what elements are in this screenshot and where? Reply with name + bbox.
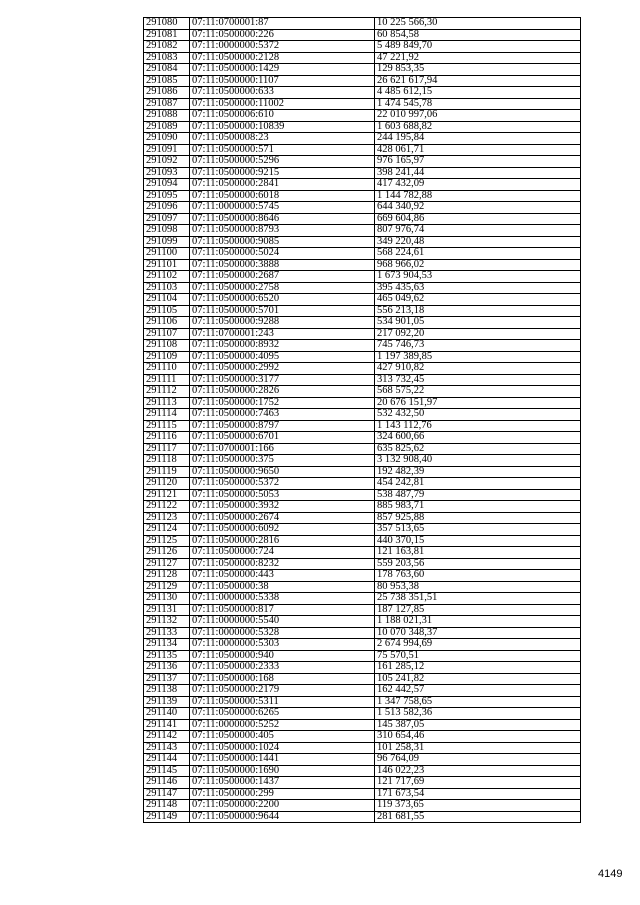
cadastral-number-cell: 07:11:0500000:633 — [190, 87, 375, 99]
cadastral-number-cell: 07:11:0500000:8232 — [190, 558, 375, 570]
row-id-cell: 291081 — [144, 29, 190, 41]
cadastral-value-cell: 20 676 151,97 — [375, 397, 581, 409]
row-id-cell: 291087 — [144, 98, 190, 110]
cadastral-number-cell: 07:11:0500000:9215 — [190, 167, 375, 179]
cadastral-number-cell: 07:11:0500000:2816 — [190, 535, 375, 547]
cadastral-value-cell: 162 442,57 — [375, 685, 581, 697]
table-row — [144, 731, 581, 743]
table-row — [144, 409, 581, 421]
cadastral-value-cell: 428 061,71 — [375, 144, 581, 156]
cadastral-number-cell: 07:11:0500000:8932 — [190, 340, 375, 352]
row-id-cell: 291148 — [144, 800, 190, 812]
cadastral-value-cell: 395 435,63 — [375, 282, 581, 294]
row-id-cell: 291108 — [144, 340, 190, 352]
row-id-cell: 291093 — [144, 167, 190, 179]
cadastral-value-cell: 885 983,71 — [375, 501, 581, 513]
table-row — [144, 581, 581, 593]
row-id-cell: 291109 — [144, 351, 190, 363]
cadastral-value-cell: 146 022,23 — [375, 765, 581, 777]
cadastral-number-cell: 07:11:0000000:5745 — [190, 202, 375, 214]
row-id-cell: 291137 — [144, 673, 190, 685]
cadastral-number-cell: 07:11:0500000:9644 — [190, 811, 375, 823]
row-id-cell: 291092 — [144, 156, 190, 168]
cadastral-value-cell: 1 603 688,82 — [375, 121, 581, 133]
row-id-cell: 291101 — [144, 259, 190, 271]
table-row — [144, 236, 581, 248]
table-row — [144, 271, 581, 283]
cadastral-number-cell: 07:11:0500000:2200 — [190, 800, 375, 812]
cadastral-value-cell: 101 258,31 — [375, 742, 581, 754]
table-row — [144, 248, 581, 260]
row-id-cell: 291104 — [144, 294, 190, 306]
cadastral-value-cell: 745 746,73 — [375, 340, 581, 352]
table-row — [144, 397, 581, 409]
row-id-cell: 291119 — [144, 466, 190, 478]
row-id-cell: 291115 — [144, 420, 190, 432]
cadastral-number-cell: 07:11:0500000:5701 — [190, 305, 375, 317]
cadastral-number-cell: 07:11:0500000:3888 — [190, 259, 375, 271]
row-id-cell: 291129 — [144, 581, 190, 593]
table-row — [144, 719, 581, 731]
table-row — [144, 765, 581, 777]
table-row — [144, 547, 581, 559]
row-id-cell: 291131 — [144, 604, 190, 616]
table-row — [144, 489, 581, 501]
cadastral-value-cell: 568 224,61 — [375, 248, 581, 260]
row-id-cell: 291084 — [144, 64, 190, 76]
row-id-cell: 291096 — [144, 202, 190, 214]
row-id-cell: 291110 — [144, 363, 190, 375]
cadastral-value-cell: 1 513 582,36 — [375, 708, 581, 720]
row-id-cell: 291082 — [144, 41, 190, 53]
row-id-cell: 291147 — [144, 788, 190, 800]
cadastral-value-cell: 217 092,20 — [375, 328, 581, 340]
row-id-cell: 291112 — [144, 386, 190, 398]
cadastral-number-cell: 07:11:0500000:226 — [190, 29, 375, 41]
table-row — [144, 110, 581, 122]
row-id-cell: 291132 — [144, 616, 190, 628]
cadastral-number-cell: 07:11:0500000:2128 — [190, 52, 375, 64]
table-row — [144, 41, 581, 53]
table-row — [144, 524, 581, 536]
row-id-cell: 291080 — [144, 18, 190, 30]
cadastral-value-cell: 121 163,81 — [375, 547, 581, 559]
cadastral-number-cell: 07:11:0500000:3932 — [190, 501, 375, 513]
cadastral-number-cell: 07:11:0500000:571 — [190, 144, 375, 156]
cadastral-value-cell: 1 474 545,78 — [375, 98, 581, 110]
table-row — [144, 673, 581, 685]
cadastral-value-cell: 75 570,51 — [375, 650, 581, 662]
row-id-cell: 291142 — [144, 731, 190, 743]
table-row — [144, 593, 581, 605]
table-row — [144, 662, 581, 674]
cadastral-value-cell: 559 203,56 — [375, 558, 581, 570]
table-row — [144, 121, 581, 133]
row-id-cell: 291094 — [144, 179, 190, 191]
table-row — [144, 742, 581, 754]
cadastral-number-cell: 07:11:0500000:724 — [190, 547, 375, 559]
cadastral-value-cell: 324 600,66 — [375, 432, 581, 444]
table-row — [144, 75, 581, 87]
table-row — [144, 386, 581, 398]
row-id-cell: 291118 — [144, 455, 190, 467]
table-row — [144, 604, 581, 616]
table-row — [144, 294, 581, 306]
table-row — [144, 167, 581, 179]
row-id-cell: 291124 — [144, 524, 190, 536]
cadastral-number-cell: 07:11:0000000:5252 — [190, 719, 375, 731]
cadastral-value-cell: 145 387,05 — [375, 719, 581, 731]
table-row — [144, 455, 581, 467]
cadastral-value-cell: 171 673,54 — [375, 788, 581, 800]
cadastral-value-cell: 60 854,58 — [375, 29, 581, 41]
cadastral-number-cell: 07:11:0000000:5372 — [190, 41, 375, 53]
cadastral-number-cell: 07:11:0700001:87 — [190, 18, 375, 30]
table-row — [144, 650, 581, 662]
row-id-cell: 291102 — [144, 271, 190, 283]
row-id-cell: 291120 — [144, 478, 190, 490]
table-row — [144, 363, 581, 375]
table-row — [144, 696, 581, 708]
cadastral-number-cell: 07:11:0500000:2179 — [190, 685, 375, 697]
row-id-cell: 291136 — [144, 662, 190, 674]
row-id-cell: 291098 — [144, 225, 190, 237]
row-id-cell: 291134 — [144, 639, 190, 651]
table-row — [144, 213, 581, 225]
cadastral-value-cell: 427 910,82 — [375, 363, 581, 375]
row-id-cell: 291139 — [144, 696, 190, 708]
cadastral-value-cell: 313 732,45 — [375, 374, 581, 386]
cadastral-value-cell: 119 373,65 — [375, 800, 581, 812]
table-row — [144, 340, 581, 352]
table-row — [144, 202, 581, 214]
row-id-cell: 291088 — [144, 110, 190, 122]
cadastral-value-cell: 1 197 389,85 — [375, 351, 581, 363]
table-row — [144, 811, 581, 823]
cadastral-number-cell: 07:11:0500000:9288 — [190, 317, 375, 329]
cadastral-value-cell: 538 487,79 — [375, 489, 581, 501]
cadastral-number-cell: 07:11:0500000:38 — [190, 581, 375, 593]
table-row — [144, 501, 581, 513]
table-row — [144, 64, 581, 76]
row-id-cell: 291144 — [144, 754, 190, 766]
cadastral-value-cell: 10 225 566,30 — [375, 18, 581, 30]
cadastral-value-cell: 568 575,22 — [375, 386, 581, 398]
table-row — [144, 478, 581, 490]
row-id-cell: 291083 — [144, 52, 190, 64]
cadastral-value-cell: 129 853,35 — [375, 64, 581, 76]
cadastral-value-cell: 4 485 612,15 — [375, 87, 581, 99]
cadastral-value-cell: 105 241,82 — [375, 673, 581, 685]
row-id-cell: 291121 — [144, 489, 190, 501]
cadastral-number-cell: 07:11:0700001:243 — [190, 328, 375, 340]
cadastral-number-cell: 07:11:0500000:5372 — [190, 478, 375, 490]
cadastral-number-cell: 07:11:0500000:10839 — [190, 121, 375, 133]
cadastral-value-cell: 310 654,46 — [375, 731, 581, 743]
table-row — [144, 788, 581, 800]
table-row — [144, 98, 581, 110]
cadastral-number-cell: 07:11:0500000:1441 — [190, 754, 375, 766]
cadastral-number-cell: 07:11:0500000:2674 — [190, 512, 375, 524]
cadastral-value-cell: 244 195,84 — [375, 133, 581, 145]
cadastral-value-cell: 281 681,55 — [375, 811, 581, 823]
cadastral-number-cell: 07:11:0500000:1429 — [190, 64, 375, 76]
table-row — [144, 627, 581, 639]
row-id-cell: 291130 — [144, 593, 190, 605]
table-row — [144, 432, 581, 444]
cadastral-number-cell: 07:11:0000000:5328 — [190, 627, 375, 639]
cadastral-value-cell: 807 976,74 — [375, 225, 581, 237]
table-row — [144, 317, 581, 329]
table-row — [144, 29, 581, 41]
table-row — [144, 18, 581, 30]
cadastral-value-cell: 1 143 112,76 — [375, 420, 581, 432]
cadastral-number-cell: 07:11:0500000:6520 — [190, 294, 375, 306]
cadastral-value-cell: 857 925,88 — [375, 512, 581, 524]
cadastral-number-cell: 07:11:0500000:2841 — [190, 179, 375, 191]
cadastral-number-cell: 07:11:0500000:2333 — [190, 662, 375, 674]
cadastral-number-cell: 07:11:0500000:405 — [190, 731, 375, 743]
cadastral-number-cell: 07:11:0500000:817 — [190, 604, 375, 616]
row-id-cell: 291135 — [144, 650, 190, 662]
cadastral-value-cell: 3 132 908,40 — [375, 455, 581, 467]
page-number: 4149 — [598, 868, 623, 880]
cadastral-value-cell: 10 070 348,37 — [375, 627, 581, 639]
cadastral-number-cell: 07:11:0500000:443 — [190, 570, 375, 582]
cadastral-value-cell: 398 241,44 — [375, 167, 581, 179]
cadastral-number-cell: 07:11:0500000:4095 — [190, 351, 375, 363]
row-id-cell: 291100 — [144, 248, 190, 260]
cadastral-number-cell: 07:11:0500000:8646 — [190, 213, 375, 225]
cadastral-number-cell: 07:11:0500000:6701 — [190, 432, 375, 444]
table-row — [144, 351, 581, 363]
row-id-cell: 291103 — [144, 282, 190, 294]
cadastral-value-cell: 349 220,48 — [375, 236, 581, 248]
cadastral-number-cell: 07:11:0000000:5338 — [190, 593, 375, 605]
row-id-cell: 291105 — [144, 305, 190, 317]
cadastral-value-cell: 2 674 994,69 — [375, 639, 581, 651]
cadastral-number-cell: 07:11:0500000:2826 — [190, 386, 375, 398]
cadastral-number-cell: 07:11:0500008:23 — [190, 133, 375, 145]
table-row — [144, 800, 581, 812]
cadastral-value-cell: 357 513,65 — [375, 524, 581, 536]
row-id-cell: 291128 — [144, 570, 190, 582]
table-row — [144, 443, 581, 455]
table-row — [144, 466, 581, 478]
row-id-cell: 291127 — [144, 558, 190, 570]
cadastral-value-cell: 968 966,02 — [375, 259, 581, 271]
cadastral-value-cell: 192 482,39 — [375, 466, 581, 478]
cadastral-number-cell: 07:11:0500000:1752 — [190, 397, 375, 409]
cadastral-number-cell: 07:11:0500000:9650 — [190, 466, 375, 478]
table-row — [144, 685, 581, 697]
cadastral-value-cell: 669 604,86 — [375, 213, 581, 225]
table-row — [144, 282, 581, 294]
row-id-cell: 291145 — [144, 765, 190, 777]
row-id-cell: 291099 — [144, 236, 190, 248]
cadastral-value-cell: 178 763,60 — [375, 570, 581, 582]
table-row — [144, 512, 581, 524]
cadastral-number-cell: 07:11:0500000:5053 — [190, 489, 375, 501]
row-id-cell: 291089 — [144, 121, 190, 133]
table-body — [144, 18, 581, 823]
row-id-cell: 291125 — [144, 535, 190, 547]
table-row — [144, 156, 581, 168]
row-id-cell: 291138 — [144, 685, 190, 697]
cadastral-number-cell: 07:11:0500000:1437 — [190, 777, 375, 789]
row-id-cell: 291140 — [144, 708, 190, 720]
cadastral-value-cell: 556 213,18 — [375, 305, 581, 317]
cadastral-number-cell: 07:11:0000000:5303 — [190, 639, 375, 651]
cadastral-number-cell: 07:11:0500000:375 — [190, 455, 375, 467]
row-id-cell: 291113 — [144, 397, 190, 409]
cadastral-number-cell: 07:11:0500000:11002 — [190, 98, 375, 110]
cadastral-value-cell: 534 901,05 — [375, 317, 581, 329]
table-row — [144, 535, 581, 547]
cadastral-value-cell: 454 242,81 — [375, 478, 581, 490]
table-row — [144, 190, 581, 202]
cadastral-number-cell: 07:11:0500000:5311 — [190, 696, 375, 708]
table-row — [144, 144, 581, 156]
cadastral-value-cell: 1 673 904,53 — [375, 271, 581, 283]
cadastral-number-cell: 07:11:0500000:6265 — [190, 708, 375, 720]
cadastral-value-cell: 5 489 849,70 — [375, 41, 581, 53]
cadastral-number-cell: 07:11:0500000:1690 — [190, 765, 375, 777]
table-row — [144, 87, 581, 99]
cadastral-value-cell: 465 049,62 — [375, 294, 581, 306]
row-id-cell: 291116 — [144, 432, 190, 444]
row-id-cell: 291117 — [144, 443, 190, 455]
cadastral-number-cell: 07:11:0500000:2687 — [190, 271, 375, 283]
row-id-cell: 291123 — [144, 512, 190, 524]
table-row — [144, 708, 581, 720]
cadastral-number-cell: 07:11:0700001:166 — [190, 443, 375, 455]
table-row — [144, 777, 581, 789]
row-id-cell: 291086 — [144, 87, 190, 99]
cadastral-number-cell: 07:11:0500000:5024 — [190, 248, 375, 260]
row-id-cell: 291146 — [144, 777, 190, 789]
row-id-cell: 291107 — [144, 328, 190, 340]
table-row — [144, 558, 581, 570]
row-id-cell: 291095 — [144, 190, 190, 202]
cadastral-number-cell: 07:11:0500000:299 — [190, 788, 375, 800]
table-row — [144, 374, 581, 386]
table-row — [144, 570, 581, 582]
cadastral-value-cell: 47 221,92 — [375, 52, 581, 64]
cadastral-number-cell: 07:11:0500000:9085 — [190, 236, 375, 248]
cadastral-value-cell: 440 370,15 — [375, 535, 581, 547]
row-id-cell: 291126 — [144, 547, 190, 559]
cadastral-number-cell: 07:11:0500000:2992 — [190, 363, 375, 375]
cadastral-value-cell: 80 953,38 — [375, 581, 581, 593]
cadastral-number-cell: 07:11:0500000:6092 — [190, 524, 375, 536]
row-id-cell: 291085 — [144, 75, 190, 87]
cadastral-value-cell: 25 738 351,51 — [375, 593, 581, 605]
row-id-cell: 291149 — [144, 811, 190, 823]
table-row — [144, 133, 581, 145]
data-table — [143, 17, 581, 823]
cadastral-number-cell: 07:11:0500000:8793 — [190, 225, 375, 237]
row-id-cell: 291091 — [144, 144, 190, 156]
cadastral-value-cell: 161 285,12 — [375, 662, 581, 674]
row-id-cell: 291141 — [144, 719, 190, 731]
cadastral-number-cell: 07:11:0500000:940 — [190, 650, 375, 662]
table-row — [144, 639, 581, 651]
cadastral-value-cell: 121 717,69 — [375, 777, 581, 789]
table-row — [144, 328, 581, 340]
cadastral-value-cell: 26 621 617,94 — [375, 75, 581, 87]
cadastral-value-cell: 1 347 758,65 — [375, 696, 581, 708]
cadastral-value-cell: 96 764,09 — [375, 754, 581, 766]
table-row — [144, 52, 581, 64]
cadastral-number-cell: 07:11:0500000:1107 — [190, 75, 375, 87]
cadastral-value-cell: 1 188 021,31 — [375, 616, 581, 628]
table-row — [144, 225, 581, 237]
table-row — [144, 259, 581, 271]
cadastral-number-cell: 07:11:0500000:5296 — [190, 156, 375, 168]
row-id-cell: 291133 — [144, 627, 190, 639]
cadastral-value-cell: 417 432,09 — [375, 179, 581, 191]
cadastral-number-cell: 07:11:0500000:1024 — [190, 742, 375, 754]
cadastral-number-cell: 07:11:0500000:7463 — [190, 409, 375, 421]
table-row — [144, 305, 581, 317]
table-row — [144, 754, 581, 766]
table-row — [144, 179, 581, 191]
cadastral-number-cell: 07:11:0500000:6018 — [190, 190, 375, 202]
row-id-cell: 291090 — [144, 133, 190, 145]
cadastral-value-cell: 532 432,50 — [375, 409, 581, 421]
cadastral-number-cell: 07:11:0500000:8797 — [190, 420, 375, 432]
cadastral-value-cell: 635 825,62 — [375, 443, 581, 455]
row-id-cell: 291097 — [144, 213, 190, 225]
row-id-cell: 291106 — [144, 317, 190, 329]
cadastral-value-cell: 187 127,85 — [375, 604, 581, 616]
cadastral-number-cell: 07:11:0000000:5540 — [190, 616, 375, 628]
cadastral-number-cell: 07:11:0500000:168 — [190, 673, 375, 685]
cadastral-number-cell: 07:11:0500000:2758 — [190, 282, 375, 294]
table-row — [144, 616, 581, 628]
cadastral-number-cell: 07:11:0500006:610 — [190, 110, 375, 122]
row-id-cell: 291122 — [144, 501, 190, 513]
cadastral-number-cell: 07:11:0500000:3177 — [190, 374, 375, 386]
cadastral-value-cell: 1 144 782,88 — [375, 190, 581, 202]
row-id-cell: 291114 — [144, 409, 190, 421]
row-id-cell: 291111 — [144, 374, 190, 386]
cadastral-value-cell: 22 010 997,06 — [375, 110, 581, 122]
cadastral-value-cell: 976 165,97 — [375, 156, 581, 168]
table-row — [144, 420, 581, 432]
cadastral-value-cell: 644 340,92 — [375, 202, 581, 214]
row-id-cell: 291143 — [144, 742, 190, 754]
